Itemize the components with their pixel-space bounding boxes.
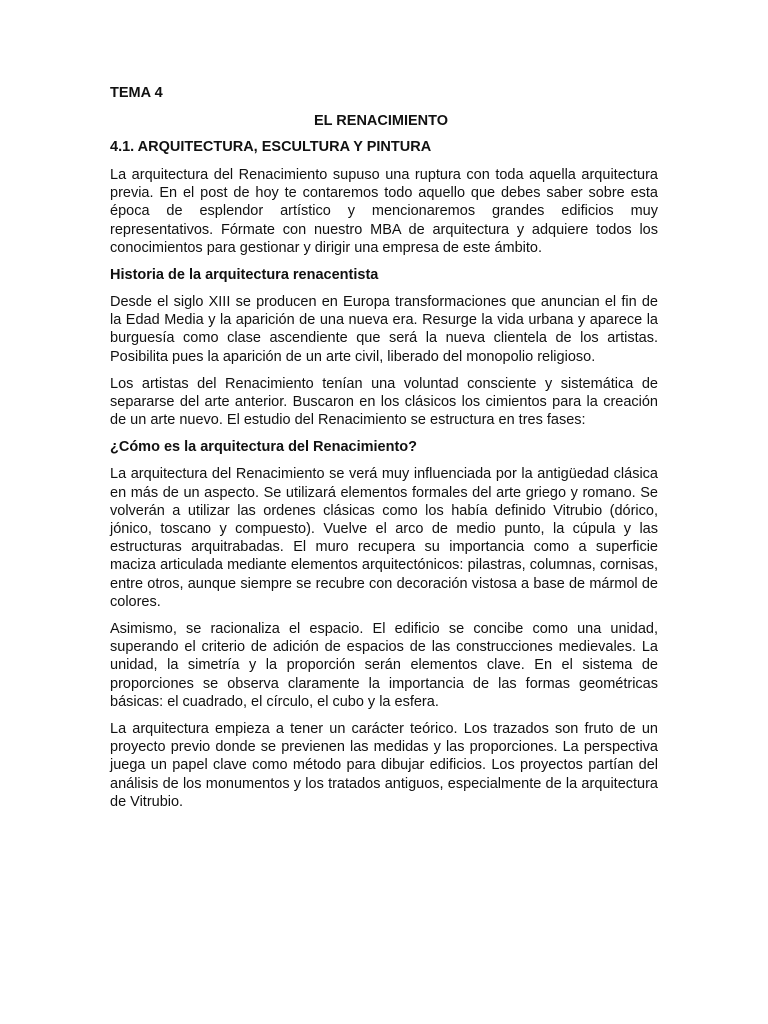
intro-paragraph: La arquitectura del Renacimiento supuso una ruptura con toda aquella arquitectura previa. En el post de hoy te contaremos todo aquello que debes saber sobre esta época de esplendor artístico y mencionaremos grandes edificios muy representativos. Fórmate con nuestro MBA de arquitectura y adquiere todos los conocimientos para gestionar y dirigir una empresa de este ámbito.: [110, 167, 658, 256]
document-page: [110, 84, 658, 820]
como-paragraph-2: Asimismo, se racionaliza el espacio. El edificio se concibe como una unidad, superando el criterio de adición de espacios de las construcciones medievales. La unidad, la simetría y la proporción serán elementos clave. En el sistema de proporciones se observa claramente la importancia de las formas geométricas básicas: el cuadrado, el círculo, el cubo y la esfera.: [110, 621, 658, 710]
historia-paragraph-2: Los artistas del Renacimiento tenían una voluntad consciente y sistemática de separarse del arte anterior. Buscaron en los clásicos los cimientos para la creación de un arte nuevo. El estudio del Renacimiento se estructura en tres fases:: [110, 375, 658, 429]
page-title: EL RENACIMIENTO: [314, 113, 449, 129]
como-paragraph-3: La arquitectura empieza a tener un carácter teórico. Los trazados son fruto de un proyecto previo donde se previenen las medidas y las proporciones. La perspectiva juega un papel clave como método para dibujar edificios. Los proyectos partían del análisis de los monumentos y los tratados antiguos, especialmente de la arquitectura de Vitrubio.: [110, 721, 658, 810]
como-heading: ¿Cómo es la arquitectura del Renacimiento?: [110, 439, 417, 456]
historia-heading: Historia de la arquitectura renacentista: [110, 267, 379, 284]
historia-paragraph-1: Desde el siglo XIII se producen en Europa transformaciones que anuncian el fin de la Edad Media y la aparición de una nueva era. Resurge la vida urbana y aparece la burguesía como clase ascendiente que será la nueva clientela de los artistas. Posibilita pues la aparición de un arte civil, liberado del monopolio religioso.: [110, 294, 658, 365]
topic-label: TEMA 4: [110, 85, 163, 101]
como-paragraph-1: La arquitectura del Renacimiento se verá muy influenciada por la antigüedad clásica en más de un aspecto. Se utilizará elementos formales del arte griego y romano. Se volverán a utilizar las ordenes clásicas como los había definido Vitrubio (dórico, jónico, toscano y compuesto). Vuelve el arco de medio punto, la cúpula y las estructuras arquitrabadas. El muro recupera su importancia como a superficie maciza articulada mediante elementos arquitectónicos: pilastras, columnas, cornisas, entre otros, aunque siempre se recubre con decoración vistosa a base de mármol de colores.: [110, 466, 658, 610]
section-heading: 4.1. ARQUITECTURA, ESCULTURA Y PINTURA: [110, 139, 432, 155]
